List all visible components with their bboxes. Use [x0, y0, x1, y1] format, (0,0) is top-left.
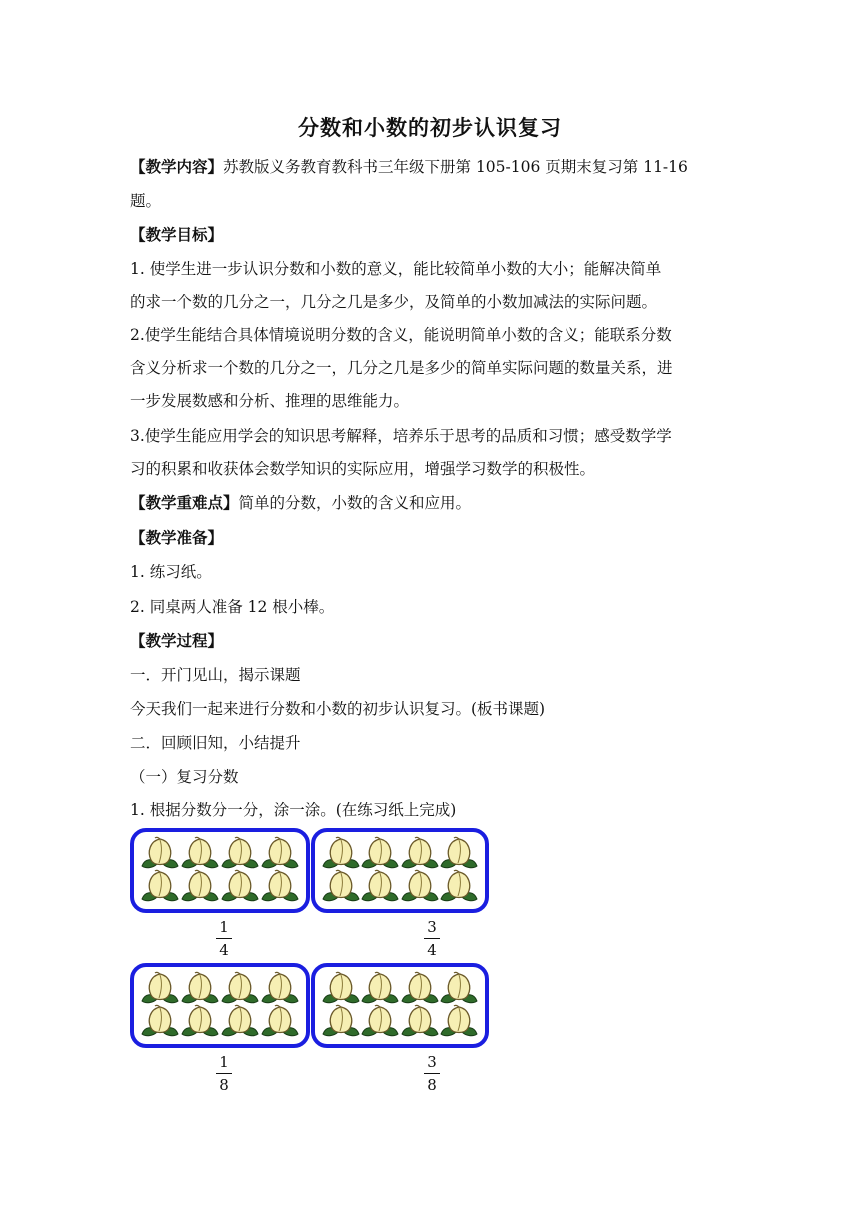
exercise-1-text: 1. 根据分数分一分，涂一涂。(在练习纸上完成) [130, 801, 457, 819]
fraction-4-numerator: 3 [427, 1053, 437, 1071]
peach-icon [259, 836, 301, 872]
peach-group-3 [140, 973, 300, 1038]
peach-icon [259, 869, 301, 905]
fraction-label-2 [422, 919, 442, 958]
fraction-2-bar [424, 938, 440, 939]
step-1-text: 今天我们一起来进行分数和小数的初步认识复习。(板书课题) [130, 700, 546, 718]
fraction-1-denominator: 4 [219, 941, 229, 959]
fraction-label-3 [214, 1054, 234, 1093]
fraction-3-denominator: 8 [219, 1076, 229, 1094]
objective-2-line-2: 含义分析求一个数的几分之一，几分之几是多少的简单实际问题的数量关系，进 [130, 359, 673, 377]
objective-2-line-1: 2.使学生能结合具体情境说明分数的含义，能说明简单小数的含义；能联系分数 [130, 326, 672, 344]
peach-icon [179, 869, 221, 905]
objective-3-line-2: 习的积累和收获体会数学知识的实际应用，增强学习数学的积极性。 [130, 460, 596, 478]
peach-icon [219, 1004, 261, 1040]
peach-box-3 [130, 963, 310, 1048]
peach-icon [139, 869, 181, 905]
peach-icon [139, 971, 181, 1007]
peach-icon [179, 971, 221, 1007]
teaching-content-line-1 [130, 156, 688, 178]
fraction-1-numerator: 1 [219, 918, 229, 936]
teaching-content-line-2: 题。 [130, 192, 162, 210]
peach-icon [399, 869, 441, 905]
peach-icon [179, 836, 221, 872]
peach-box-1 [130, 828, 310, 913]
peach-box-2 [311, 828, 489, 913]
fraction-2-numerator: 3 [427, 918, 437, 936]
peach-icon [359, 836, 401, 872]
peach-icon [438, 971, 480, 1007]
peach-icon [219, 971, 261, 1007]
objective-3-line-1: 3.使学生能应用学会的知识思考解释，培养乐于思考的品质和习惯；感受数学学 [130, 427, 672, 445]
prep-item-2: 2. 同桌两人准备 12 根小棒。 [130, 598, 335, 616]
peach-icon [259, 971, 301, 1007]
peach-icon [359, 869, 401, 905]
peach-icon [139, 1004, 181, 1040]
objectives-heading: 【教学目标】 [130, 226, 224, 244]
peach-icon [320, 1004, 362, 1040]
keypoints-line [130, 492, 471, 514]
peach-group-1 [140, 838, 300, 903]
peach-icon [399, 971, 441, 1007]
peach-icon [219, 836, 261, 872]
teaching-content-label: 【教学内容】 [130, 158, 224, 176]
peach-icon [139, 836, 181, 872]
peach-icon [399, 1004, 441, 1040]
fraction-4-denominator: 8 [427, 1076, 437, 1094]
step-1-heading: 一．开门见山，揭示课题 [130, 666, 301, 684]
peach-icon [320, 836, 362, 872]
peach-group-4 [321, 973, 479, 1038]
fraction-label-1 [214, 919, 234, 958]
peach-icon [320, 869, 362, 905]
peach-icon [219, 869, 261, 905]
peach-group-2 [321, 838, 479, 903]
teaching-content-text: 苏教版义务教育教科书三年级下册第 105-106 页期末复习第 11-16 [223, 158, 688, 176]
peach-icon [359, 1004, 401, 1040]
keypoints-text: 简单的分数，小数的含义和应用。 [238, 494, 472, 512]
keypoints-label: 【教学重难点】 [130, 494, 239, 512]
fraction-3-bar [216, 1073, 232, 1074]
fraction-2-denominator: 4 [427, 941, 437, 959]
peach-icon [438, 1004, 480, 1040]
peach-icon [359, 971, 401, 1007]
objective-1-line-2: 的求一个数的几分之一，几分之几是多少，及简单的小数加减法的实际问题。 [130, 293, 658, 311]
peach-box-4 [311, 963, 489, 1048]
page-title: 分数和小数的初步认识复习 [298, 116, 562, 140]
peach-icon [438, 836, 480, 872]
fraction-label-4 [422, 1054, 442, 1093]
peach-icon [438, 869, 480, 905]
objective-2-line-3: 一步发展数感和分析、推理的思维能力。 [130, 392, 410, 410]
peach-icon [399, 836, 441, 872]
peach-icon [259, 1004, 301, 1040]
process-heading: 【教学过程】 [130, 632, 224, 650]
fraction-4-bar [424, 1073, 440, 1074]
prep-heading: 【教学准备】 [130, 529, 224, 547]
peach-icon [179, 1004, 221, 1040]
prep-item-1: 1. 练习纸。 [130, 563, 212, 581]
peach-icon [320, 971, 362, 1007]
fraction-3-numerator: 1 [219, 1053, 229, 1071]
objective-1-line-1: 1. 使学生进一步认识分数和小数的意义，能比较简单小数的大小；能解决简单 [130, 260, 662, 278]
step-2-heading: 二．回顾旧知，小结提升 [130, 734, 301, 752]
fraction-1-bar [216, 938, 232, 939]
subsection-1-heading: （一）复习分数 [130, 768, 239, 786]
